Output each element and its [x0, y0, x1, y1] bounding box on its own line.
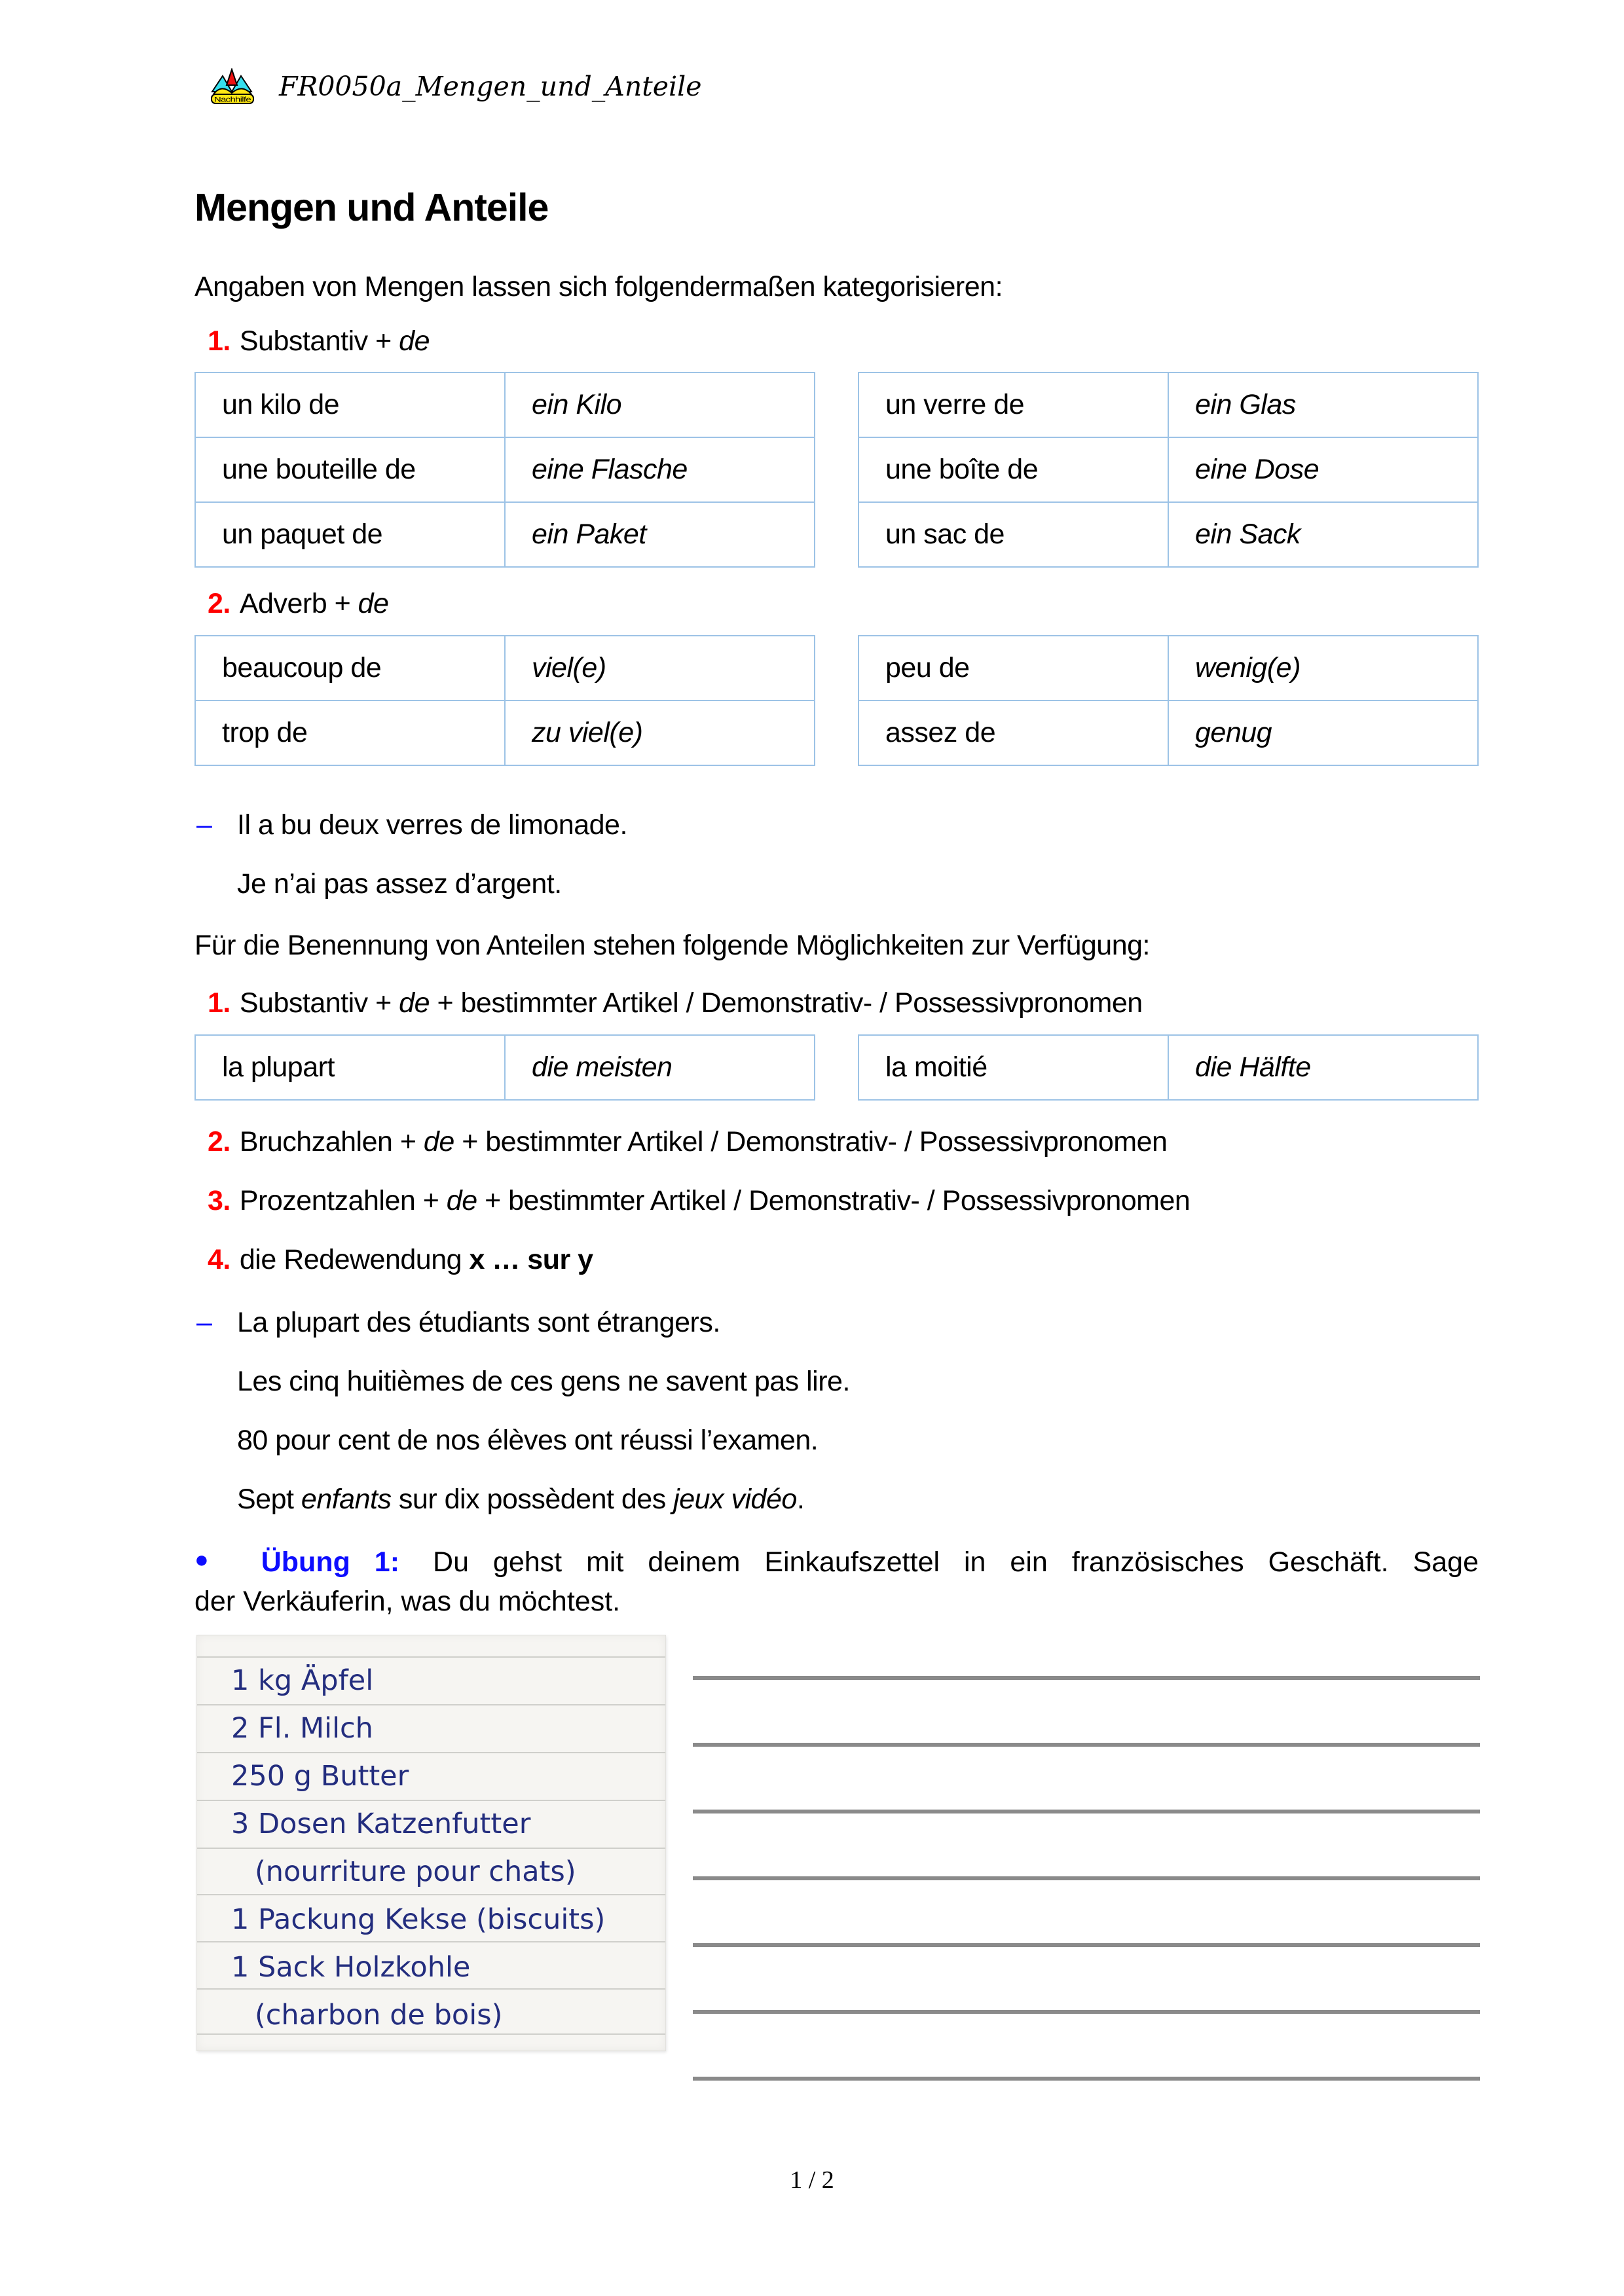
example-dash: – — [196, 809, 212, 841]
svg-text:Nachhilfe: Nachhilfe — [214, 96, 251, 104]
list-item: 1 kg Äpfel — [231, 1664, 374, 1697]
table-cell-fr: peu de — [858, 636, 1168, 701]
bullet-icon: ● — [194, 1546, 225, 1573]
answer-line — [693, 1810, 1480, 1813]
document-header — [208, 68, 701, 105]
numbered-item-anteile-2 — [208, 1126, 1167, 1158]
table-cell-fr: la plupart — [195, 1035, 505, 1100]
example-text: Les cinq huitièmes de ces gens ne savent pas lire. — [237, 1366, 850, 1397]
table-cell-de: die meisten — [505, 1035, 815, 1100]
list-item: 2 Fl. Milch — [231, 1712, 373, 1745]
example-text: Je n’ai pas assez d’argent. — [237, 868, 562, 900]
list-item: 3 Dosen Katzenfutter — [231, 1808, 531, 1840]
adverb-table-right — [858, 635, 1479, 766]
item-number: 2. — [208, 1126, 231, 1157]
exercise-label: Übung 1: — [261, 1546, 400, 1578]
table-cell-de: die Hälfte — [1168, 1035, 1478, 1100]
shopping-list-note — [196, 1635, 666, 2051]
item-text: die Redewendung — [239, 1244, 470, 1275]
answer-line — [693, 1676, 1480, 1680]
table-row — [858, 437, 1478, 502]
table-row — [858, 701, 1478, 765]
numbered-item-anteile-4 — [208, 1244, 593, 1276]
item-number: 1. — [208, 325, 231, 357]
example-text-italic: jeux vidéo — [673, 1484, 797, 1515]
table-cell-de: wenig(e) — [1168, 636, 1478, 701]
item-text: Bruchzahlen + — [239, 1126, 424, 1157]
item-text-italic: de — [399, 987, 430, 1019]
document-id: FR0050a_Mengen_und_Anteile — [279, 71, 702, 102]
table-cell-de: eine Dose — [1168, 437, 1478, 502]
numbered-item-substantiv-de — [208, 325, 430, 357]
nachhilfe-logo-icon — [208, 68, 257, 105]
table-row — [195, 701, 815, 765]
exercise-heading-line — [194, 1539, 1479, 1583]
example-text: 80 pour cent de nos élèves ont réussi l’examen. — [237, 1425, 819, 1456]
table-cell-de: ein Glas — [1168, 373, 1478, 437]
table-row — [195, 373, 815, 437]
table-cell-de: genug — [1168, 701, 1478, 765]
page-number: 1 / 2 — [790, 2166, 834, 2194]
example-text: . — [796, 1484, 805, 1515]
item-number: 1. — [208, 987, 231, 1019]
table-cell-fr: une boîte de — [858, 437, 1168, 502]
item-text-bold: x … sur y — [469, 1244, 593, 1275]
ruled-line — [197, 1848, 665, 1849]
anteile-table-left — [194, 1034, 815, 1101]
item-number: 2. — [208, 588, 231, 619]
table-row — [858, 502, 1478, 567]
table-cell-fr: beaucoup de — [195, 636, 505, 701]
numbered-item-anteile-1 — [208, 987, 1143, 1019]
ruled-line — [197, 1704, 665, 1705]
table-cell-de: ein Paket — [505, 502, 815, 567]
list-item: 1 Sack Holzkohle — [231, 1951, 471, 1984]
example-sentence — [196, 868, 562, 900]
quantity-table-left — [194, 372, 815, 568]
anteile-intro-paragraph: Für die Benennung von Anteilen stehen folgende Möglichkeiten zur Verfügung: — [194, 930, 1150, 961]
item-text-italic: de — [358, 588, 389, 619]
ruled-line — [197, 1656, 665, 1658]
list-item: 1 Packung Kekse (biscuits) — [231, 1903, 606, 1936]
example-sentence — [196, 809, 627, 841]
item-text: Prozentzahlen + — [239, 1185, 447, 1216]
example-text: sur dix possèdent des — [391, 1484, 674, 1515]
example-text: Il a bu deux verres de limonade. — [237, 809, 627, 841]
table-row — [195, 502, 815, 567]
exercise-text: der Verkäuferin, was du möchtest. — [194, 1586, 621, 1617]
intro-paragraph: Angaben von Mengen lassen sich folgendermaßen kategorisieren: — [194, 271, 1003, 302]
table-cell-de: viel(e) — [505, 636, 815, 701]
item-number: 4. — [208, 1244, 231, 1275]
answer-line — [693, 1743, 1480, 1747]
item-text: + bestimmter Artikel / Demonstrativ- / Possessivpronomen — [454, 1126, 1168, 1157]
table-cell-fr: un paquet de — [195, 502, 505, 567]
example-sentence — [196, 1484, 804, 1516]
tables-row-adverb — [194, 635, 1479, 766]
table-row — [858, 1035, 1478, 1100]
exercise-text: Du gehst mit deinem Einkaufszettel in ein französisches Geschäft. Sage — [433, 1546, 1479, 1578]
item-text-italic: de — [399, 325, 430, 357]
example-text-italic: enfants — [301, 1484, 392, 1515]
table-cell-fr: un kilo de — [195, 373, 505, 437]
anteile-table-right — [858, 1034, 1479, 1101]
table-row — [195, 1035, 815, 1100]
table-cell-de: ein Sack — [1168, 502, 1478, 567]
item-text: + bestimmter Artikel / Demonstrativ- / Possessivpronomen — [430, 987, 1143, 1019]
numbered-item-anteile-3 — [208, 1185, 1190, 1217]
answer-line — [693, 2010, 1480, 2014]
table-cell-fr: assez de — [858, 701, 1168, 765]
table-cell-de: ein Kilo — [505, 373, 815, 437]
item-text: Substantiv + — [239, 987, 399, 1019]
answer-line — [693, 2077, 1480, 2081]
example-sentence — [196, 1307, 720, 1339]
list-item: (charbon de bois) — [255, 1999, 503, 2032]
table-row — [195, 636, 815, 701]
table-cell-de: eine Flasche — [505, 437, 815, 502]
table-row — [195, 437, 815, 502]
table-cell-fr: une bouteille de — [195, 437, 505, 502]
adverb-table-left — [194, 635, 815, 766]
page-title: Mengen und Anteile — [194, 186, 549, 229]
item-number: 3. — [208, 1185, 231, 1216]
ruled-line — [197, 1752, 665, 1753]
list-item: 250 g Butter — [231, 1760, 409, 1793]
item-text: + bestimmter Artikel / Demonstrativ- / Possessivpronomen — [477, 1185, 1190, 1216]
example-sentence — [196, 1366, 850, 1398]
example-sentence — [196, 1425, 818, 1457]
table-cell-fr: un sac de — [858, 502, 1168, 567]
table-cell-fr: la moitié — [858, 1035, 1168, 1100]
ruled-line — [197, 1800, 665, 1801]
item-text-italic: de — [423, 1126, 454, 1157]
item-text-italic: de — [446, 1185, 477, 1216]
table-row — [858, 636, 1478, 701]
numbered-item-adverb-de — [208, 588, 388, 620]
quantity-table-right — [858, 372, 1479, 568]
ruled-line — [197, 1941, 665, 1942]
answer-line — [693, 1876, 1480, 1880]
list-item: (nourriture pour chats) — [255, 1855, 576, 1888]
tables-row-anteile — [194, 1034, 1479, 1101]
example-text: La plupart des étudiants sont étrangers. — [237, 1307, 720, 1338]
table-cell-de: zu viel(e) — [505, 701, 815, 765]
example-text: Sept — [237, 1484, 301, 1515]
tables-row-substantiv — [194, 372, 1479, 568]
table-cell-fr: un verre de — [858, 373, 1168, 437]
table-cell-fr: trop de — [195, 701, 505, 765]
exercise-text-line — [194, 1580, 1479, 1622]
table-row — [858, 373, 1478, 437]
item-text: Substantiv + — [239, 325, 399, 357]
example-dash: – — [196, 1307, 212, 1338]
answer-line — [693, 1943, 1480, 1947]
ruled-line — [197, 1894, 665, 1895]
item-text: Adverb + — [239, 588, 358, 619]
